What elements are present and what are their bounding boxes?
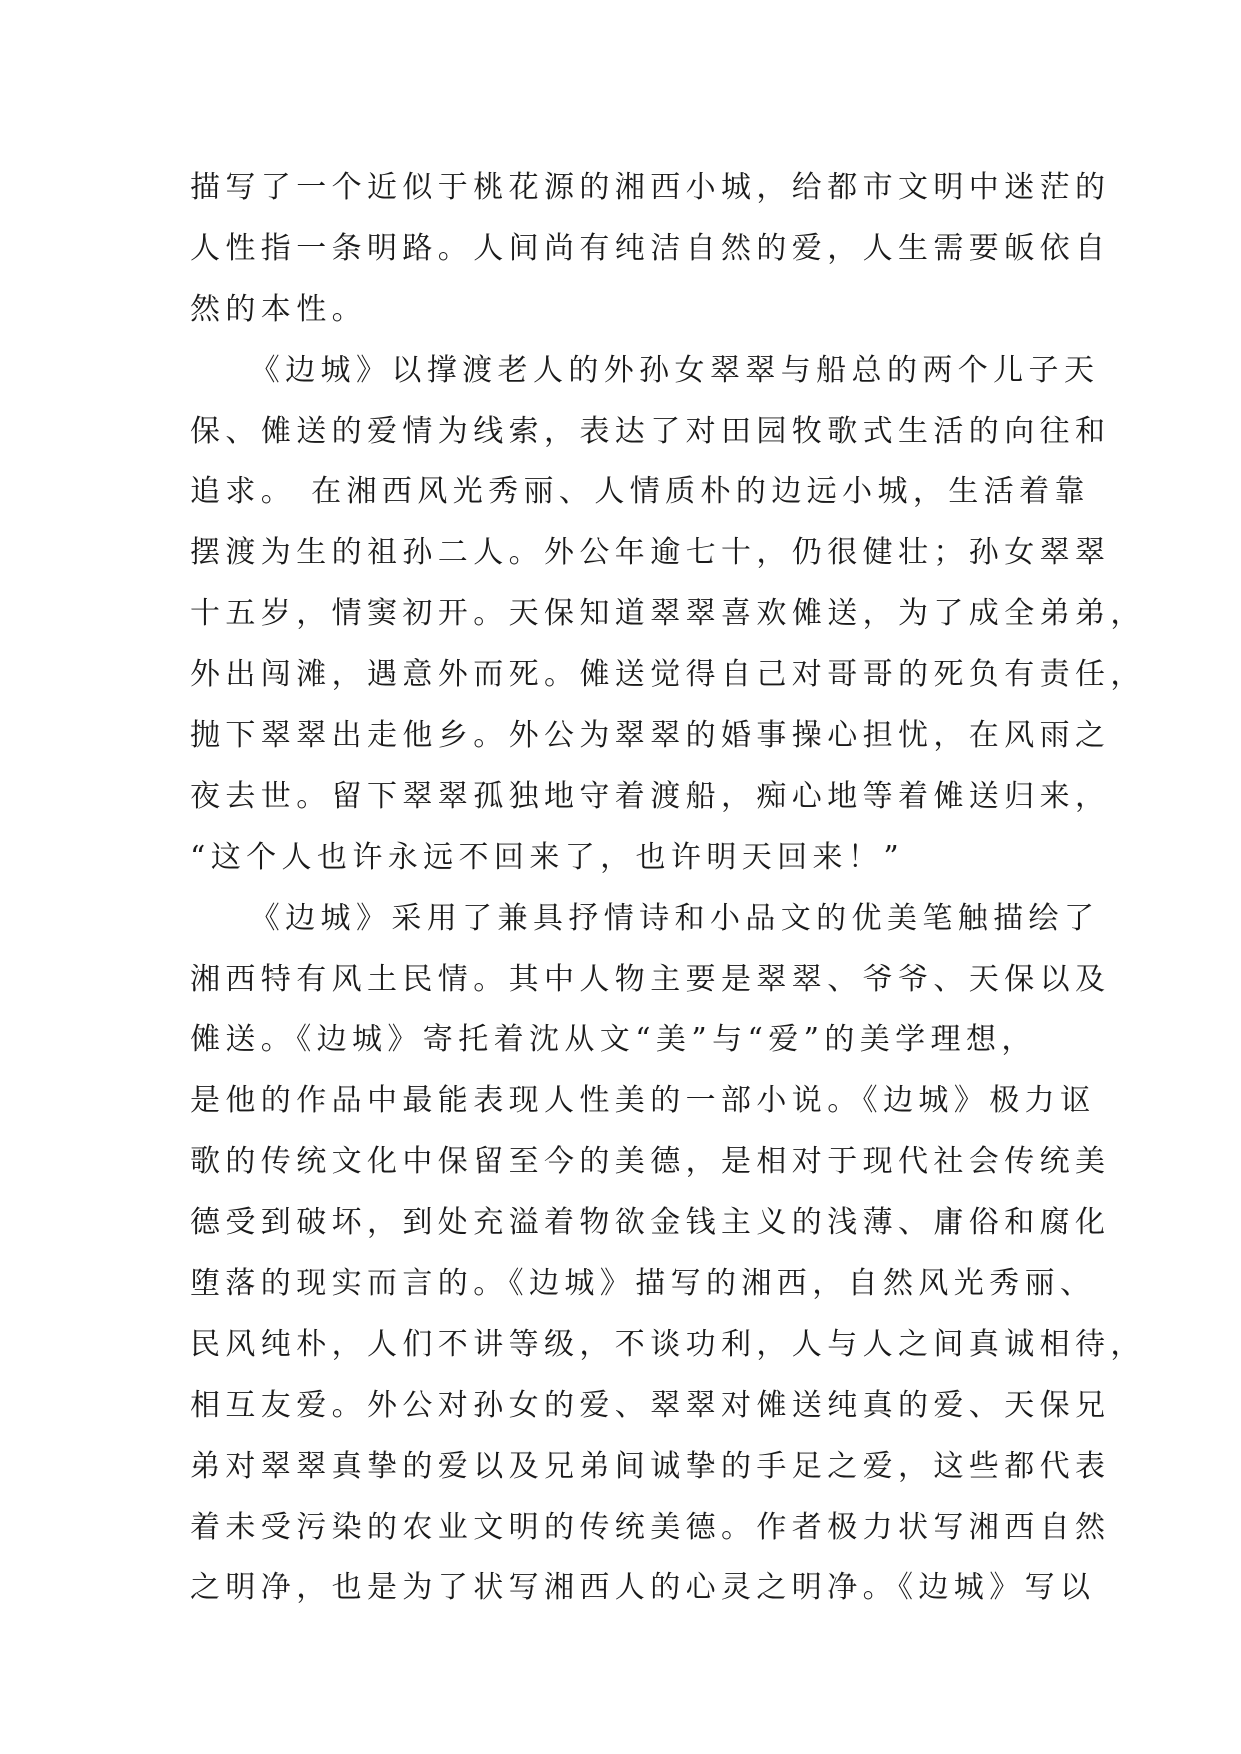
text-line: 外出闯滩，遇意外而死。傩送觉得自己对哥哥的死负有责任， (190, 657, 1146, 693)
text-line: 抛下翠翠出走他乡。外公为翠翠的婚事操心担忧，在风雨之 (190, 718, 1111, 754)
text-line: 堕落的现实而言的。《边城》描写的湘西，自然风光秀丽、 (190, 1266, 1096, 1302)
text-line: 之明净，也是为了状写湘西人的心灵之明净。《边城》写以 (190, 1570, 1096, 1606)
text-line: 描写了一个近似于桃花源的湘西小城，给都市文明中迷茫的 (190, 170, 1111, 205)
text-line: 夜去世。留下翠翠孤独地守着渡船，痴心地等着傩送归来， (190, 778, 1111, 814)
text-line: 是他的作品中最能表现人性美的一部小说。《边城》极力讴 (190, 1083, 1096, 1119)
text-line: 《边城》以撑渡老人的外孙女翠翠与船总的两个儿子天 (190, 352, 1100, 388)
text-line: 歌的传统文化中保留至今的美德，是相对于现代社会传统美 (190, 1144, 1111, 1180)
text-line: 相互友爱。外公对孙女的爱、翠翠对傩送纯真的爱、天保兄 (190, 1387, 1111, 1423)
text-line: 摆渡为生的祖孙二人。外公年逾七十，仍很健壮；孙女翠翠 (190, 535, 1111, 571)
text-line: 《边城》采用了兼具抒情诗和小品文的优美笔触描绘了 (190, 900, 1100, 936)
text-line: 湘西特有风土民情。其中人物主要是翠翠、爷爷、天保以及 (190, 961, 1111, 997)
text-line: 傩送。《边城》寄托着沈从文“美”与“爱”的美学理想， (190, 1022, 1037, 1058)
text-line: 十五岁，情窦初开。天保知道翠翠喜欢傩送，为了成全弟弟， (190, 596, 1146, 632)
text-line: 追求。 在湘西风光秀丽、人情质朴的边远小城，生活着靠 (190, 474, 1090, 510)
text-line: 着未受污染的农业文明的传统美德。作者极力状写湘西自然 (190, 1509, 1111, 1545)
text-line: 然的本性。 (190, 291, 367, 327)
text-line: 人性指一条明路。人间尚有纯洁自然的爱，人生需要皈依自 (190, 230, 1111, 266)
text-line: 保、傩送的爱情为线索，表达了对田园牧歌式生活的向往和 (190, 413, 1111, 449)
body-text (190, 158, 1146, 1619)
text-line: 德受到破坏，到处充溢着物欲金钱主义的浅薄、庸俗和腐化 (190, 1205, 1111, 1241)
text-line: “这个人也许永远不回来了，也许明天回来！” (190, 839, 905, 875)
text-line: 民风纯朴，人们不讲等级，不谈功利，人与人之间真诚相待， (190, 1326, 1146, 1362)
text-line: 弟对翠翠真挚的爱以及兄弟间诚挚的手足之爱，这些都代表 (190, 1448, 1111, 1484)
